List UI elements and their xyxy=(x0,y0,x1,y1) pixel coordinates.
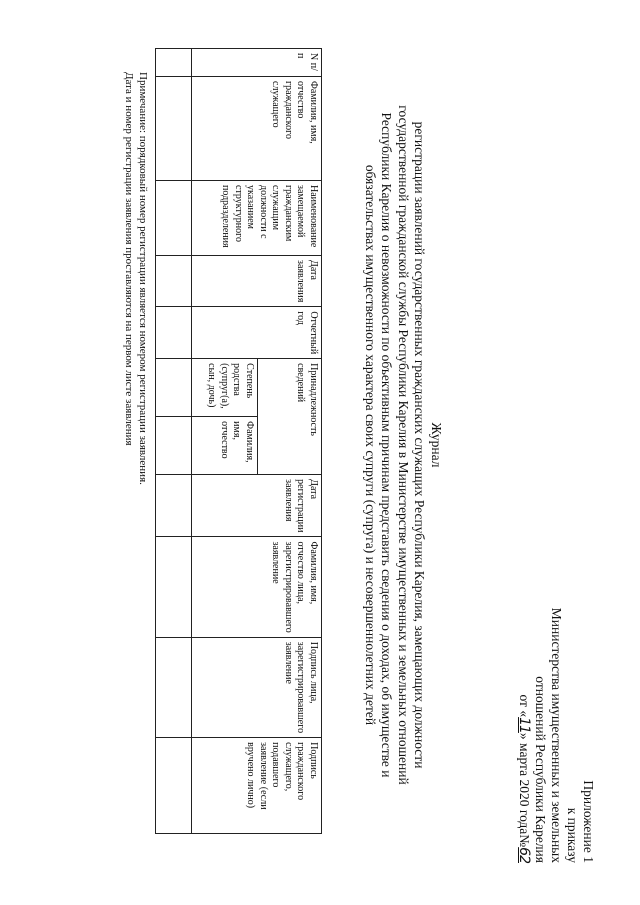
heading-line-3: Республики Карелия о невозможности по объективным причинам представить сведения о доходах, об имуществе и xyxy=(379,112,395,778)
table-cell xyxy=(156,256,192,307)
table-cell xyxy=(156,475,192,537)
note-line-1: Примечание: порядковый номер регистрации является номером регистрации заявления. xyxy=(137,72,149,485)
note-line-2: Дата и номер регистрации заявления проставляются на первом листе заявления xyxy=(123,72,135,446)
table-cell xyxy=(156,49,192,77)
appendix-date xyxy=(516,608,532,863)
col-position: Наименование замещаемой гражданским служащим должности с указанием структурного подразделения xyxy=(192,181,322,256)
col-year: Отчетный год xyxy=(192,307,322,359)
order-number: 62 xyxy=(516,847,532,863)
table-cell xyxy=(156,417,192,475)
table-cell xyxy=(156,307,192,359)
col-belonging: Принадлежность сведений xyxy=(258,359,322,475)
table-cell xyxy=(156,738,192,834)
table-cell xyxy=(156,77,192,181)
appendix-block xyxy=(516,608,596,863)
heading-line-2: государственной гражданской службы Республики Карелия в Министерстве имущественных и земельных отношений xyxy=(396,105,411,785)
journal-title: Журнал xyxy=(429,422,444,468)
appendix-order-ref: к приказу xyxy=(565,807,580,863)
date-day: 11 xyxy=(516,717,532,733)
date-mid: » марта 2020 года№ xyxy=(517,732,532,848)
table-cell xyxy=(156,359,192,417)
col-registrar-fio: Фамилия, имя, отчество лица, зарегистрировавшего заявление xyxy=(192,537,322,637)
table-cell xyxy=(156,181,192,256)
heading-line-1: регистрации заявлений государственных гражданских служащих Республики Карелия, замещающих должности xyxy=(412,121,428,769)
col-date: Дата заявления xyxy=(192,256,322,307)
table-cell xyxy=(156,637,192,737)
notes-block xyxy=(122,72,150,485)
col-reg-date: Дата регистрации заявления xyxy=(192,475,322,537)
table-header-row xyxy=(258,49,322,834)
col-registrar-sign: Подпись лица, зарегистрировавшего заявление xyxy=(192,637,322,737)
col-fio: Фамилия, имя, отчество гражданского служащего xyxy=(192,77,322,181)
col-employee-sign: Подпись гражданского служащего, подавшего заявление (если вручено лично) xyxy=(192,738,322,834)
registration-journal-table xyxy=(155,48,322,834)
appendix-title: Приложение 1 xyxy=(581,780,596,863)
document-heading xyxy=(362,40,445,850)
table-cell xyxy=(156,537,192,637)
col-belonging-degree: Степень родства (супруг(а), сын, дочь) xyxy=(192,359,258,417)
date-prefix: от « xyxy=(517,694,532,718)
heading-line-4: обязательствах имущественного характера своих супруги (супруга) и несовершеннолетних детей xyxy=(363,164,378,726)
col-belonging-fio: Фамилия, имя, отчество xyxy=(192,417,258,475)
appendix-ministry: Министерства имущественных и земельных xyxy=(549,607,564,863)
col-number: N п/п xyxy=(192,49,322,77)
table-row xyxy=(156,49,192,834)
appendix-ministry-cont: отношений Республики Карелия xyxy=(533,676,548,863)
